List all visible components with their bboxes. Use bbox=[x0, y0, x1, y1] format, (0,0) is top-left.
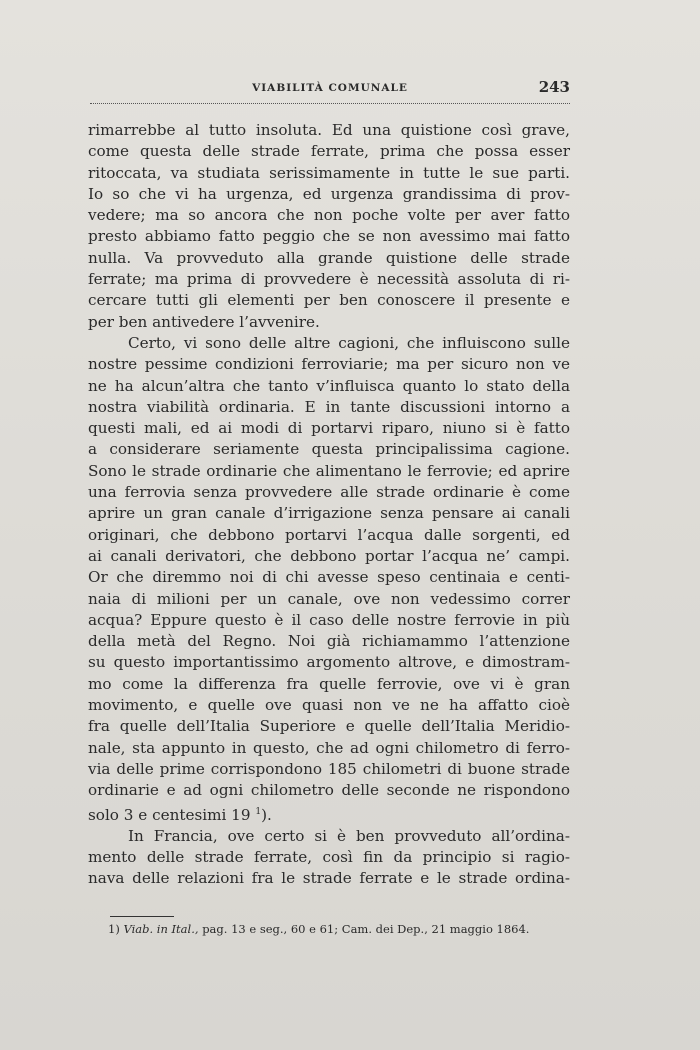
footnote-marker: 1) bbox=[108, 922, 120, 936]
text-line: su questo importantissimo argomento altrove, e dimostram- bbox=[88, 653, 570, 672]
header-rule bbox=[90, 103, 570, 104]
text-line: via delle prime corrispondono 185 chilometri di buone strade bbox=[88, 759, 570, 778]
running-head: VIABILITÀ COMUNALE bbox=[252, 82, 408, 94]
text-line: nale, sta appunto in questo, che ad ogni chilometro di ferro- bbox=[88, 738, 570, 757]
text-line: naia di milioni per un canale, ove non vedessimo correr bbox=[88, 589, 570, 608]
text-line: nava delle relazioni fra le strade ferrate e le strade ordina- bbox=[88, 869, 570, 888]
text-line: fra quelle dell’Italia Superiore e quelle dell’Italia Meridio- bbox=[88, 717, 570, 736]
text-line: rimarrebbe al tutto insoluta. Ed una quistione così grave, bbox=[88, 121, 570, 139]
footnote-source: Viab. in Ital., bbox=[123, 922, 199, 936]
text-line: per ben antivedere l’avvenire. bbox=[88, 312, 320, 331]
text-line: ordinarie e ad ogni chilometro delle seconde ne rispondono bbox=[88, 781, 570, 800]
text-line: Or che diremmo noi di chi avesse speso centinaia e centi- bbox=[88, 568, 570, 587]
paragraph-start: Certo, vi sono delle altre cagioni, che influiscono sulle bbox=[128, 333, 570, 352]
text-line: mo come la differenza fra quelle ferrovie, ove vi è gran bbox=[88, 674, 570, 693]
text-line: come questa delle strade ferrate, prima che possa esser bbox=[88, 142, 570, 161]
text-line: una ferrovia senza provvedere alle strade ordinarie è come bbox=[88, 483, 570, 502]
text-line: solo 3 e centesimi 19 bbox=[88, 805, 251, 824]
text-line: della metà del Regno. Noi già richiamammo l’attenzione bbox=[88, 632, 570, 651]
text-line: ritoccata, va studiata serissimamente in tutte le sue parti. bbox=[88, 163, 570, 182]
footnote-rule bbox=[110, 916, 174, 917]
text-line: Sono le strade ordinarie che alimentano le ferrovie; ed aprire bbox=[88, 461, 570, 480]
page-number: 243 bbox=[538, 78, 570, 96]
text-line: nostre pessime condizioni ferroviarie; ma per sicuro non ve bbox=[88, 355, 570, 374]
text-line: nulla. Va provveduto alla grande quistione delle strade bbox=[88, 248, 570, 267]
text-line: originari, che debbono portarvi l’acqua dalle sorgenti, ed bbox=[88, 525, 570, 544]
text-line: presto abbiamo fatto peggio che se non avessimo mai fatto bbox=[88, 227, 570, 246]
text-line: acqua? Eppure questo è il caso delle nostre ferrovie in più bbox=[88, 610, 570, 629]
text-line: aprire un gran canale d’irrigazione senza pensare ai canali bbox=[88, 504, 570, 523]
text-line: ne ha alcun’altra che tanto v’influisca quanto lo stato della bbox=[88, 376, 570, 395]
paragraph-start: In Francia, ove certo si è ben provveduto all’ordina- bbox=[128, 826, 570, 845]
text-line: ai canali derivatori, che debbono portar l’acqua ne’ campi. bbox=[88, 546, 570, 565]
text-line: questi mali, ed ai modi di portarvi riparo, niuno si è fatto bbox=[88, 419, 570, 438]
text-line-with-note bbox=[88, 802, 570, 826]
text-line: vedere; ma so ancora che non poche volte per aver fatto bbox=[88, 206, 570, 225]
text-line: movimento, e quelle ove quasi non ve ne ha affatto cioè bbox=[88, 696, 570, 715]
text-line: mento delle strade ferrate, così fin da principio si ragio- bbox=[88, 848, 570, 867]
footnote-text: pag. 13 e seg., 60 e 61; Cam. dei Dep., 21 maggio 1864. bbox=[202, 922, 530, 936]
text-line: ferrate; ma prima di provvedere è necessità assoluta di ri- bbox=[88, 270, 570, 289]
text-line: Io so che vi ha urgenza, ed urgenza grandissima di prov- bbox=[88, 184, 570, 203]
footnote bbox=[108, 922, 588, 936]
footnote-reference: 1 bbox=[255, 806, 262, 817]
text-line: a considerare seriamente questa principalissima cagione. bbox=[88, 440, 570, 459]
body-text bbox=[88, 120, 570, 890]
note-ref-close: ). bbox=[261, 805, 272, 824]
page-header bbox=[90, 78, 570, 104]
text-line: nostra viabilità ordinaria. E in tante discussioni intorno a bbox=[88, 397, 570, 416]
text-line: cercare tutti gli elementi per ben conoscere il presente e bbox=[88, 291, 570, 310]
